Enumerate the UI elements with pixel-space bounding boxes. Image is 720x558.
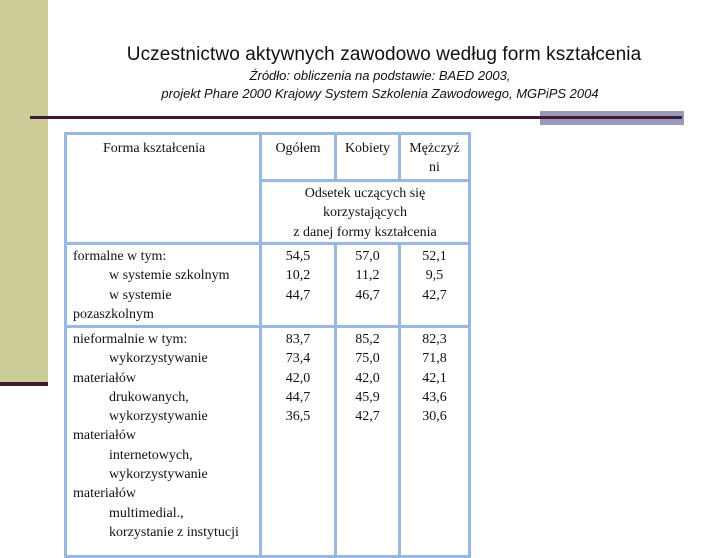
header-men: [400, 134, 470, 181]
cell-value: 46,7: [355, 287, 380, 303]
row-label-line: wykorzystywanie: [109, 409, 208, 425]
row-label-line: materiałów: [73, 370, 136, 386]
cell-value: 10,2: [285, 268, 311, 284]
row-label-line: w systemie: [109, 287, 172, 303]
cell-value: 83,7: [285, 332, 311, 347]
cell-value: 75,0: [355, 351, 380, 367]
row-label-line: wykorzystywanie: [109, 351, 208, 367]
row-label-line: w systemie szkolnym: [109, 268, 230, 284]
forms-table: [64, 132, 471, 558]
cell-value: 57,0: [355, 249, 380, 264]
cell-value: 43,6: [422, 389, 447, 405]
row-label-line: pozaszkolnym: [73, 306, 154, 322]
header-total: Ogółem: [261, 134, 336, 181]
header-form: Forma kształcenia: [66, 134, 261, 244]
cell-women: [336, 327, 400, 557]
percent-caption-line: Odsetek uczących się: [304, 186, 426, 201]
cell-value: 42,0: [355, 370, 380, 386]
cell-value: 73,4: [285, 351, 311, 367]
cell-total: [261, 244, 336, 327]
source-line-2: projekt Phare 2000 Krajowy System Szkolenia Zawodowego, MGPiPS 2004: [161, 86, 599, 101]
cell-value: 42,7: [355, 409, 380, 425]
percent-caption-line: z danej formy kształcenia: [293, 224, 437, 240]
cell-value: 36,5: [285, 409, 311, 425]
cell-value: 42,1: [422, 370, 447, 386]
cell-value: 44,7: [285, 389, 311, 405]
header-women: Kobiety: [336, 134, 400, 181]
slide-title: Uczestnictwo aktywnych zawodowo według form kształcenia: [126, 44, 642, 65]
cell-value: 30,6: [422, 409, 447, 425]
row-label-line: drukowanych,: [109, 389, 189, 405]
cell-value: 42,7: [422, 287, 447, 303]
cell-men: [400, 327, 470, 557]
row-label: [66, 327, 261, 557]
cell-men: [400, 244, 470, 327]
cell-value: 44,7: [285, 287, 311, 303]
row-label-line: formalne w tym:: [73, 249, 167, 264]
header-men-line-2: ni: [429, 160, 440, 176]
row-label-line: nieformalnie w tym:: [73, 332, 188, 347]
percent-caption-line: korzystających: [323, 205, 407, 221]
cell-value: 42,0: [285, 370, 311, 386]
cell-value: 11,2: [355, 268, 380, 284]
cell-value: 52,1: [422, 249, 447, 264]
cell-value: 45,9: [355, 389, 380, 405]
cell-value: 54,5: [285, 249, 311, 264]
sidebar-accent-bar: [0, 382, 48, 386]
header-men-line-1: Mężczyź: [409, 141, 460, 156]
row-label-line: materiałów: [73, 428, 136, 444]
row-label-line: wykorzystywanie: [109, 467, 208, 483]
cell-value: 9,5: [425, 268, 444, 284]
row-label-line: multimedial.,: [109, 505, 184, 521]
cell-women: [336, 244, 400, 327]
cell-value: 71,8: [422, 351, 447, 367]
cell-value: 85,2: [355, 332, 380, 347]
row-label-line: korzystanie z instytucji: [109, 524, 239, 540]
cell-value: 82,3: [422, 332, 447, 347]
title-rule: [30, 116, 682, 119]
table-row-informal: [66, 327, 470, 557]
table-row-formal: [66, 244, 470, 327]
row-label-line: internetowych,: [109, 447, 193, 463]
source-line-1: Źródło: obliczenia na podstawie: BAED 2003,: [249, 68, 511, 83]
cell-total: [261, 327, 336, 557]
row-label: [66, 244, 261, 327]
percent-caption: [261, 181, 470, 244]
row-label-line: materiałów: [73, 486, 136, 502]
